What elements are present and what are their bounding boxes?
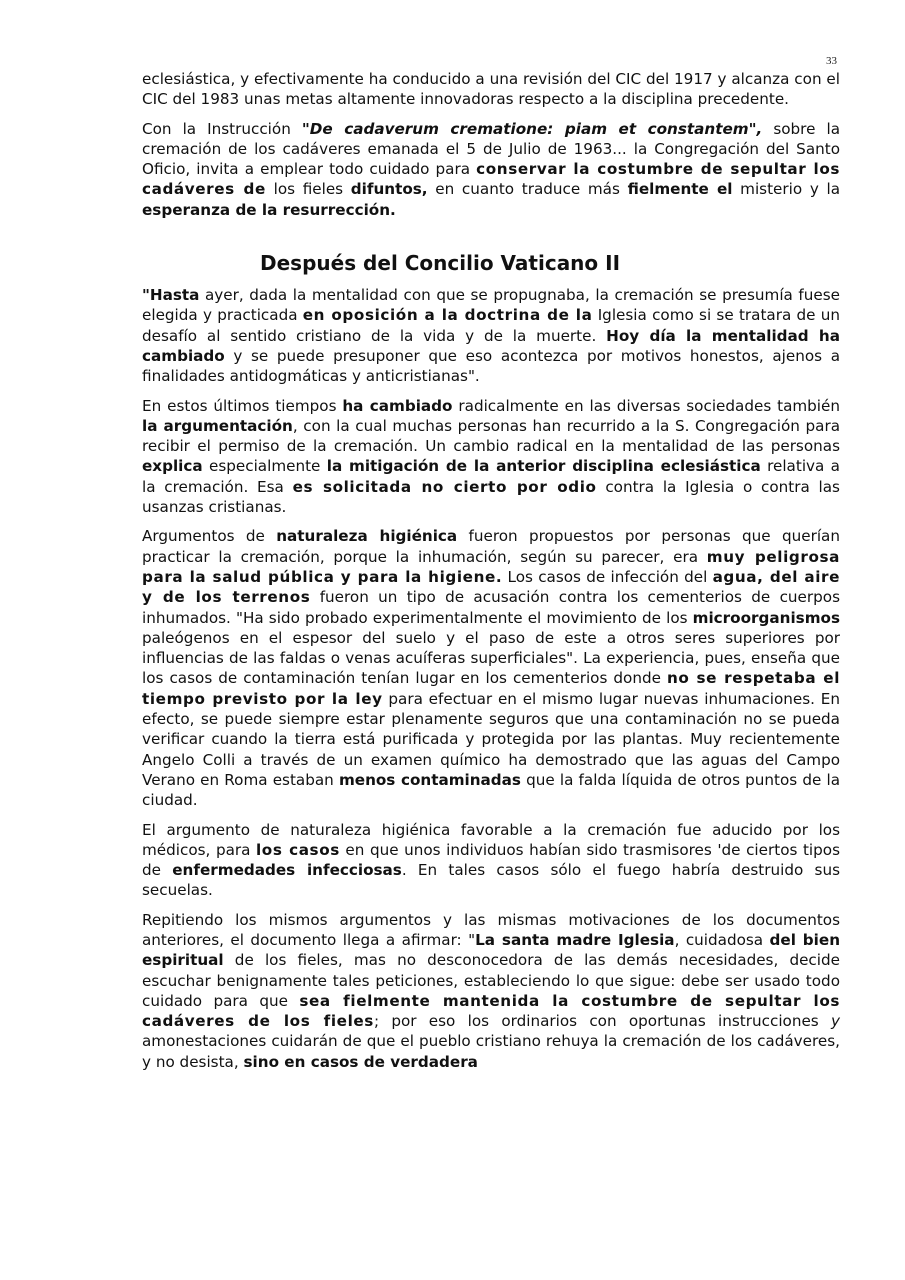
text: fueron propuestos por personas que querían practicar la cremación, porque la inhumación, según su parecer, era — [142, 527, 840, 566]
emphasis: "Hasta — [142, 286, 200, 305]
emphasis: enfermedades infecciosas — [172, 861, 402, 880]
text: ayer, dada la mentalidad con que se propugnaba, la cremación se presumía fuese elegida y practicada — [142, 286, 840, 325]
emphasis: ha cambiado — [342, 396, 453, 415]
text: sobre la cremación de los cadáveres emanada el 5 de Julio de 1963... la Congregación del Santo Oficio, invita a emplear todo cuidado para — [142, 119, 840, 179]
emphasis: sea fielmente mantenida la costumbre de sepultar los cadáveres de los fieles — [142, 991, 841, 1031]
text: eclesiástica, y efectivamente ha conducido a una revisión del CIC del 1917 y alcanza con el CIC del 1983 unas metas altamente innovadoras respecto a la disciplina precedente. — [142, 70, 840, 109]
emphasis: microorganismos — [692, 608, 840, 627]
emphasis: La santa madre Iglesia — [475, 930, 675, 949]
emphasis: menos contaminadas — [338, 770, 521, 789]
text: relativa a la cremación. Esa — [142, 457, 840, 496]
emphasis: es solicitada no cierto por odio — [292, 477, 597, 496]
text: los fieles — [265, 180, 351, 199]
emphasis: del bien espiritual — [142, 930, 841, 970]
paragraph-4 — [142, 396, 840, 518]
text: Argumentos de — [142, 527, 277, 546]
page-number: 33 — [826, 55, 837, 67]
text: misterio y la — [732, 180, 841, 199]
text: fueron un tipo de acusación contra los cementerios de cuerpos inhumados. "Ha sido probado experimentalmente el movimiento de los — [142, 588, 840, 627]
paragraph-3 — [142, 285, 840, 386]
text: contra la Iglesia o contra las usanzas cristianas. — [142, 477, 840, 517]
emphasis: esperanza de la resurrección. — [142, 200, 396, 219]
text: Los casos de infección del — [502, 567, 713, 586]
emphasis: muy peligrosa para la salud pública y para la higiene. — [142, 547, 840, 586]
text: . En tales casos sólo el fuego habría destruido sus secuelas. — [142, 861, 840, 900]
text: En estos últimos tiempos — [142, 396, 343, 415]
text: para efectuar en el mismo lugar nuevas inhumaciones. En efecto, se puede siempre estar plenamente seguros que una contaminación no se pueda verificar cuando la tierra está purificada y protegida por las plantas. Muy recientemente Angelo Colli a través de un examen químico ha demostrado que las aguas del Campo Verano en Roma estaban — [142, 689, 840, 789]
emphasis: los casos — [256, 840, 340, 859]
instruction-title: "De cadaverum crematione: piam et constantem", — [301, 119, 763, 138]
text: ; por eso los ordinarios con oportunas instrucciones — [373, 1012, 831, 1031]
text: , con la cual muchas personas han recurrido a la S. Congregación para recibir el permiso de la cremación. Un cambio radical en la mentalidad de las personas — [142, 416, 840, 456]
emphasis: explica — [142, 457, 203, 476]
emphasis: difuntos, — [350, 180, 428, 199]
text: paleógenos en el espesor del suelo y el paso de este a otros seres superiores por influencias de las faldas o venas acuíferas superficiales". La experiencia, pues, enseña que los casos de contaminación tenían lugar en los cementerios donde — [142, 628, 840, 688]
paragraph-2 — [142, 119, 840, 220]
emphasis: en oposición a la doctrina de la — [302, 306, 593, 325]
emphasis: sino en casos de verdadera — [243, 1052, 478, 1071]
text: de los fieles, mas no desconocedora de las demás necesidades, decide escuchar benignamente tales peticiones, estableciendo lo que sigue: debe ser usado todo cuidado para que — [142, 951, 840, 1010]
emphasis: conservar la costumbre de sepultar los cadáveres de — [142, 160, 840, 199]
text: Con la Instrucción — [142, 119, 302, 138]
text: en cuanto traduce más — [427, 180, 628, 199]
emphasis: la mitigación de la anterior disciplina eclesiástica — [326, 457, 761, 476]
paragraph-1 — [142, 69, 840, 110]
text: Iglesia como si se tratara de un desafío al sentido cristiano de la vida y de la muerte. — [142, 306, 840, 345]
text: y se puede presuponer que eso acontezca por motivos honestos, ajenos a finalidades antidogmáticas y anticristianas". — [142, 346, 840, 386]
document-body — [142, 69, 840, 1081]
emphasis: agua, del aire y de los terrenos — [142, 567, 840, 607]
text: , cuidadosa — [674, 930, 770, 949]
section-heading: Después del Concilio Vaticano II — [260, 251, 621, 276]
text: radicalmente en las diversas sociedades también — [452, 396, 840, 415]
text: Repitiendo los mismos argumentos y las mismas motivaciones de los documentos anteriores, el documento llega a afirmar: " — [142, 910, 840, 949]
text: amonestaciones cuidarán de que el pueblo cristiano rehuya la cremación de los cadáveres, y no desista, — [142, 1032, 840, 1071]
text: en que unos individuos habían sido trasmisores 'de ciertos tipos de — [142, 840, 840, 880]
emphasis: fielmente el — [627, 180, 733, 199]
italic-text: y — [831, 1012, 840, 1031]
paragraph-6 — [142, 820, 840, 901]
text: especialmente — [202, 457, 327, 476]
emphasis: naturaleza higiénica — [276, 527, 458, 546]
text: El argumento de naturaleza higiénica favorable a la cremación fue aducido por los médicos, para — [142, 820, 840, 859]
paragraph-5 — [142, 526, 840, 810]
paragraph-7 — [142, 910, 840, 1072]
emphasis: la argumentación — [142, 416, 293, 435]
text: que la falda líquida de otros puntos de la ciudad. — [142, 770, 841, 810]
emphasis: no se respetaba el tiempo previsto por la ley — [142, 669, 840, 708]
emphasis: Hoy día la mentalidad ha cambiado — [142, 326, 840, 365]
